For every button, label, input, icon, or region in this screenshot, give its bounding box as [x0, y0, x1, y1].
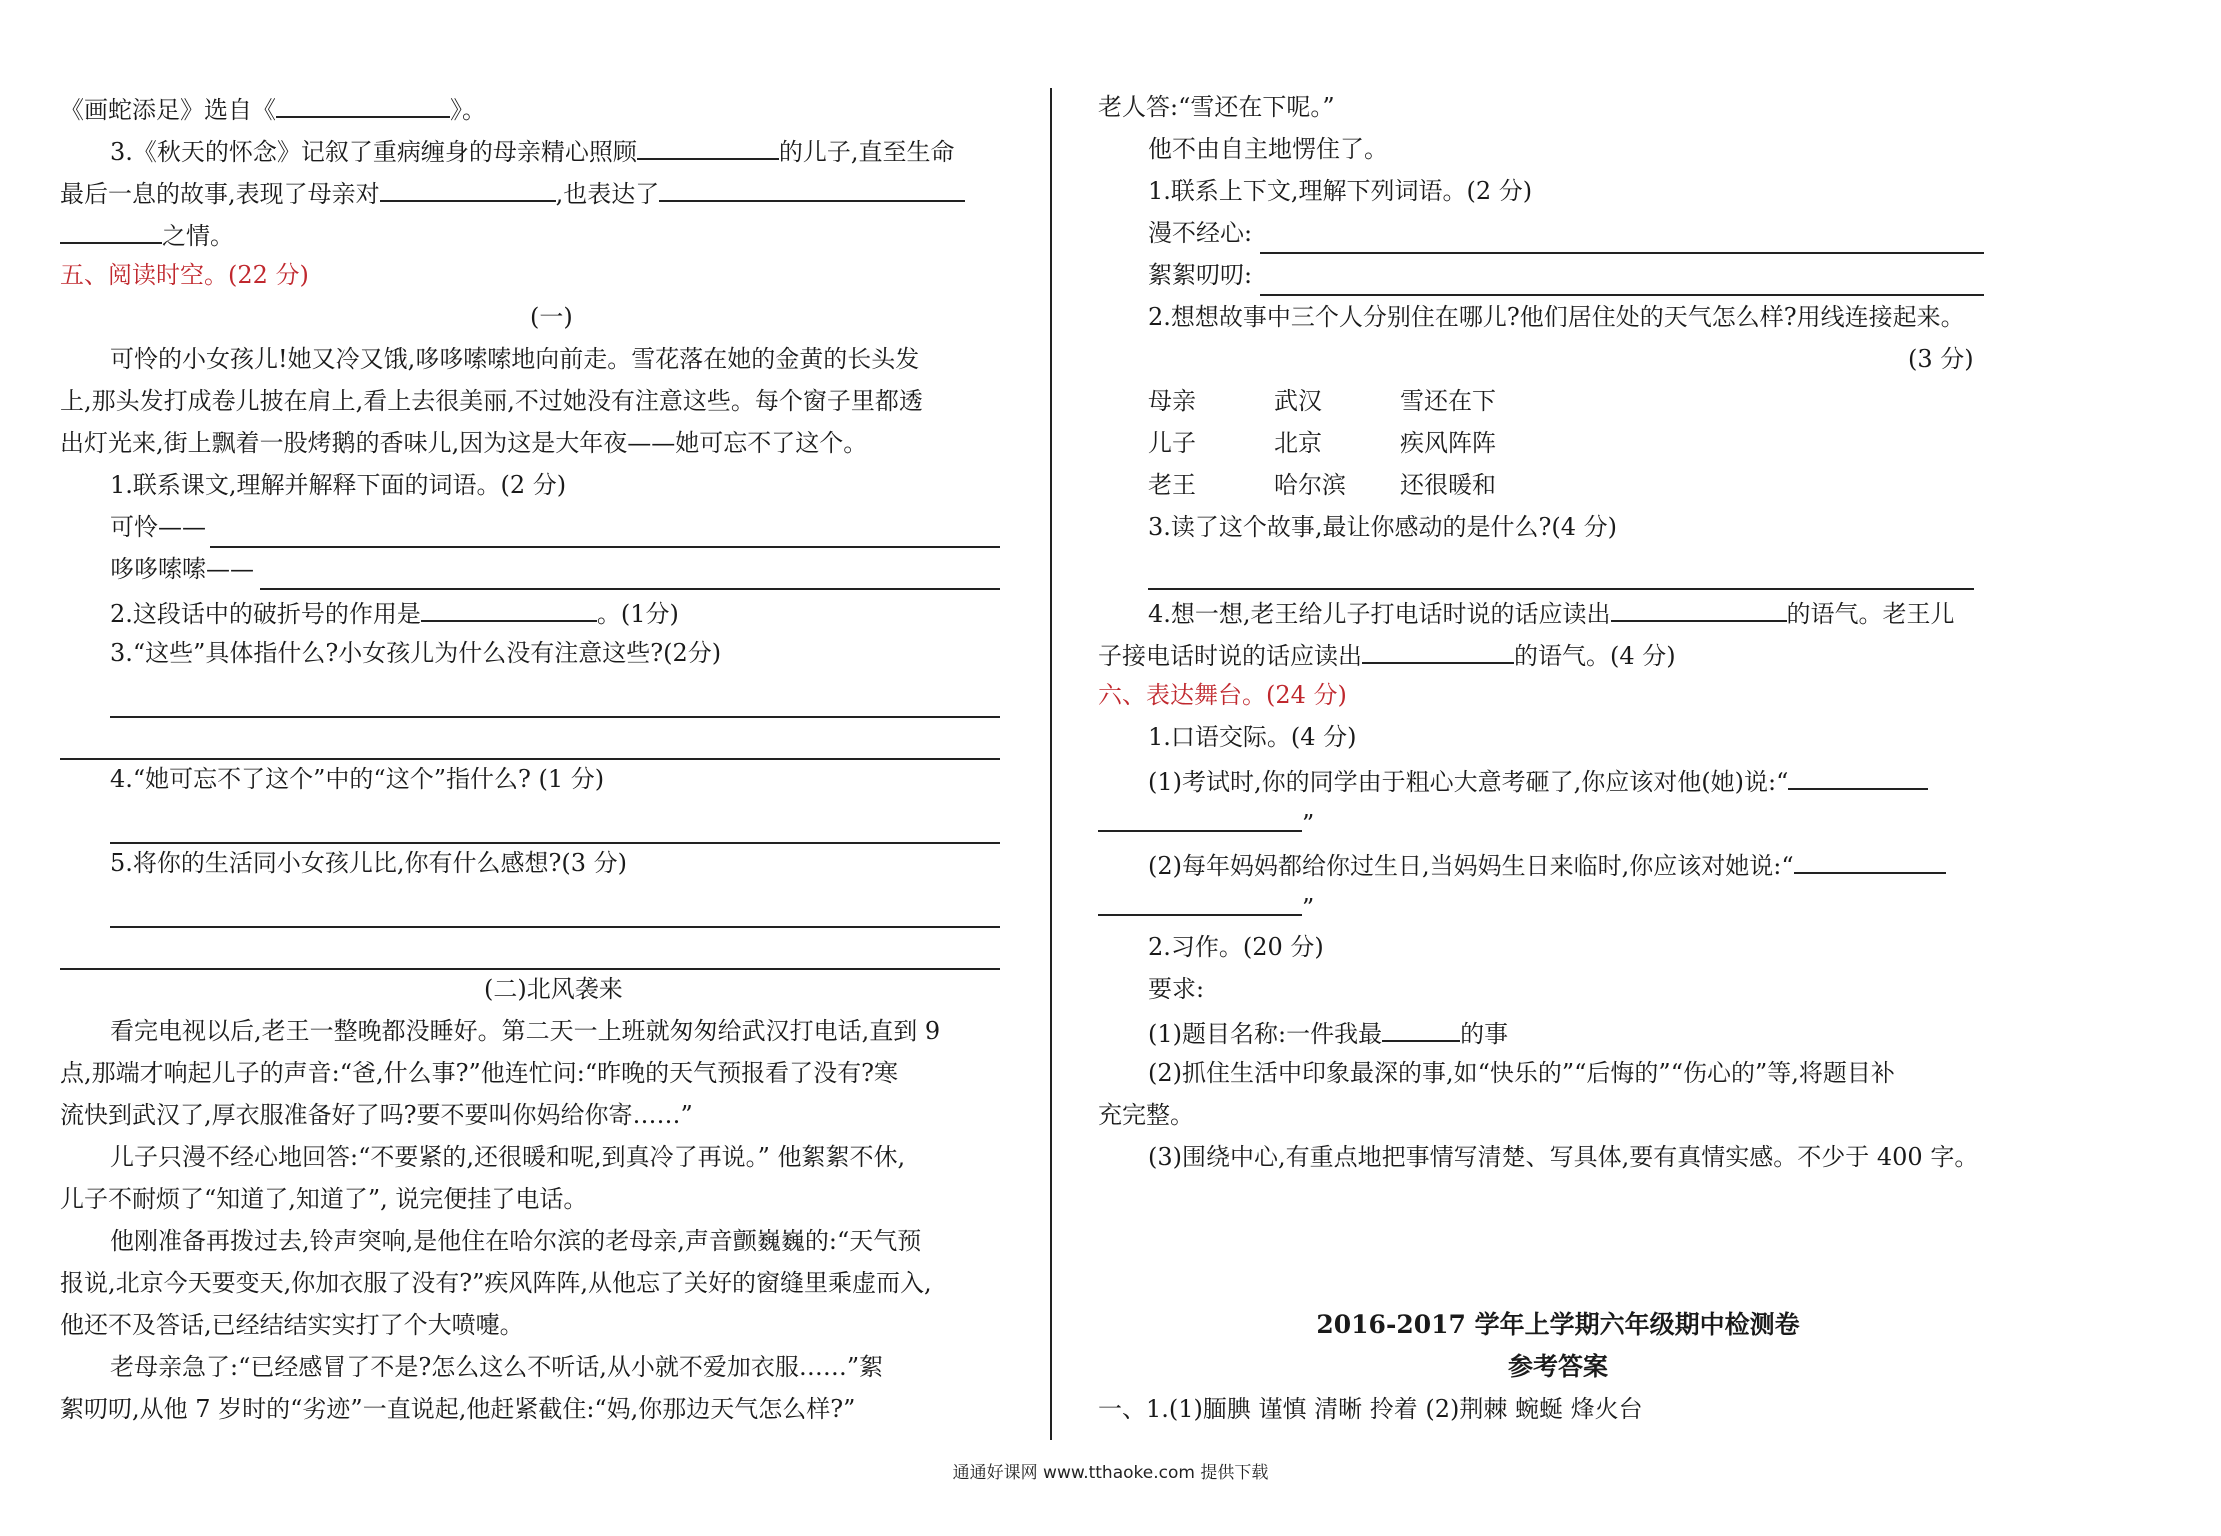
- passage-line: 他刚准备再拨过去,铃声突响,是他住在哈尔滨的老母亲,声音颤巍巍的:“天气预: [110, 1227, 922, 1255]
- answer-line: [110, 926, 1000, 928]
- question: (2)每年妈妈都给你过生日,当妈妈生日来临时,你应该对她说:“: [1148, 846, 1946, 880]
- answer-line: [260, 588, 1000, 590]
- footer-source: 通通好课网 www.tthaoke.com 提供下载: [952, 1463, 1269, 1483]
- passage-line: 他还不及答话,已经结结实实打了个大喷嚏。: [60, 1311, 524, 1339]
- word-item: 可怜——: [110, 513, 206, 541]
- question: ”: [1098, 804, 1314, 838]
- answer-line: [60, 968, 1000, 970]
- match-cell: 雪还在下: [1400, 387, 1496, 415]
- word-item: 哆哆嗦嗦——: [110, 555, 254, 583]
- passage-line: 老人答:“雪还在下呢。”: [1098, 93, 1335, 121]
- question: 4.想一想,老王给儿子打电话时说的话应读出 的语气。老王儿: [1148, 594, 1955, 628]
- question: (1)题目名称:一件我最 的事: [1148, 1014, 1508, 1048]
- answer-line: [1148, 588, 1974, 590]
- column-divider: [1050, 88, 1052, 1440]
- answer-line: [1260, 252, 1984, 254]
- passage-line: 絮叨叨,从他 7 岁时的“劣迹”一直说起,他赶紧截住:“妈,你那边天气怎么样?”: [60, 1395, 856, 1423]
- passage-one-label: (一): [530, 303, 573, 331]
- question: 2.习作。(20 分): [1148, 933, 1324, 961]
- match-cell: 武汉: [1274, 387, 1322, 415]
- question: 3.读了这个故事,最让你感动的是什么?(4 分): [1148, 513, 1618, 541]
- match-cell: 老王: [1148, 471, 1196, 499]
- match-cell: 还很暖和: [1400, 471, 1496, 499]
- passage-line: 可怜的小女孩儿!她又冷又饿,哆哆嗦嗦地向前走。雪花落在她的金黄的长头发: [110, 345, 920, 373]
- passage-line: 儿子只漫不经心地回答:“不要紧的,还很暖和呢,到真冷了再说。” 他絮絮不休,: [110, 1143, 906, 1171]
- passage-line: 儿子不耐烦了“知道了,知道了”, 说完便挂了电话。: [60, 1185, 588, 1213]
- left-line: 3.《秋天的怀念》记叙了重病缠身的母亲精心照顾 的儿子,直至生命: [110, 132, 955, 166]
- passage-line: 报说,北京今天要变天,你加衣服了没有?”疾风阵阵,从他忘了关好的窗缝里乘虚而入,: [60, 1269, 932, 1297]
- answer-key-title: 2016-2017 学年上学期六年级期中检测卷: [1316, 1310, 1800, 1339]
- answer-line: [110, 716, 1000, 718]
- question: (1)考试时,你的同学由于粗心大意考砸了,你应该对他(她)说:“: [1148, 762, 1928, 796]
- answer-line: [1260, 294, 1984, 296]
- left-line: 之情。: [60, 216, 234, 250]
- section-five-heading: 五、阅读时空。(22 分): [60, 261, 309, 289]
- question: 子接电话时说的话应读出 的语气。(4 分): [1098, 636, 1676, 670]
- match-cell: 母亲: [1148, 387, 1196, 415]
- word-item: 絮絮叨叨:: [1148, 261, 1253, 289]
- question: 3.“这些”具体指什么?小女孩儿为什么没有注意这些?(2分): [110, 639, 722, 667]
- answer-key-subtitle: 参考答案: [1507, 1352, 1608, 1381]
- word-item: 漫不经心:: [1148, 219, 1253, 247]
- question: 2.想想故事中三个人分别住在哪儿?他们居住处的天气怎么样?用线连接起来。: [1148, 303, 1965, 331]
- answer-line: [110, 842, 1000, 844]
- question: 充完整。: [1098, 1101, 1194, 1129]
- answer-line: [60, 758, 1000, 760]
- passage-two-title: (二)北风袭来: [484, 975, 623, 1003]
- question: ”: [1098, 888, 1314, 922]
- section-six-heading: 六、表达舞台。(24 分): [1098, 681, 1347, 709]
- question: 5.将你的生活同小女孩儿比,你有什么感想?(3 分): [110, 849, 628, 877]
- question: 要求:: [1148, 975, 1205, 1003]
- question: 1.联系上下文,理解下列词语。(2 分): [1148, 177, 1533, 205]
- left-line: 最后一息的故事,表现了母亲对 ,也表达了: [60, 174, 965, 208]
- match-cell: 儿子: [1148, 429, 1196, 457]
- match-cell: 哈尔滨: [1274, 471, 1346, 499]
- passage-line: 出灯光来,街上飘着一股烤鹅的香味儿,因为这是大年夜——她可忘不了这个。: [60, 429, 868, 457]
- question: 4.“她可忘不了这个”中的“这个”指什么? (1 分): [110, 765, 605, 793]
- match-cell: 北京: [1274, 429, 1322, 457]
- passage-line: 看完电视以后,老王一整晚都没睡好。第二天一上班就匆匆给武汉打电话,直到 9: [110, 1017, 941, 1045]
- answer-line-text: 一、1.(1)腼腆 谨慎 清晰 拎着 (2)荆棘 蜿蜒 烽火台: [1098, 1395, 1643, 1423]
- passage-line: 他不由自主地愣住了。: [1148, 135, 1388, 163]
- passage-line: 流快到武汉了,厚衣服准备好了吗?要不要叫你妈给你寄……”: [60, 1101, 693, 1129]
- answer-line: [210, 546, 1000, 548]
- passage-line: 上,那头发打成卷儿披在肩上,看上去很美丽,不过她没有注意这些。每个窗子里都透: [60, 387, 923, 415]
- passage-line: 点,那端才响起儿子的声音:“爸,什么事?”他连忙问:“昨晚的天气预报看了没有?寒: [60, 1059, 898, 1087]
- match-cell: 疾风阵阵: [1400, 429, 1496, 457]
- question: 1.口语交际。(4 分): [1148, 723, 1357, 751]
- question: 2.这段话中的破折号的作用是 。(1分): [110, 594, 679, 628]
- passage-line: 老母亲急了:“已经感冒了不是?怎么这么不听话,从小就不爱加衣服……”絮: [110, 1353, 884, 1381]
- question: (2)抓住生活中印象最深的事,如“快乐的”“后悔的”“伤心的”等,将题目补: [1148, 1059, 1895, 1087]
- question: 1.联系课文,理解并解释下面的词语。(2 分): [110, 471, 567, 499]
- question: (3)围绕中心,有重点地把事情写清楚、写具体,要有真情实感。不少于 400 字。: [1148, 1143, 1979, 1171]
- score-label: (3 分): [1908, 345, 1974, 373]
- left-line: 《画蛇添足》选自《 》。: [60, 90, 486, 124]
